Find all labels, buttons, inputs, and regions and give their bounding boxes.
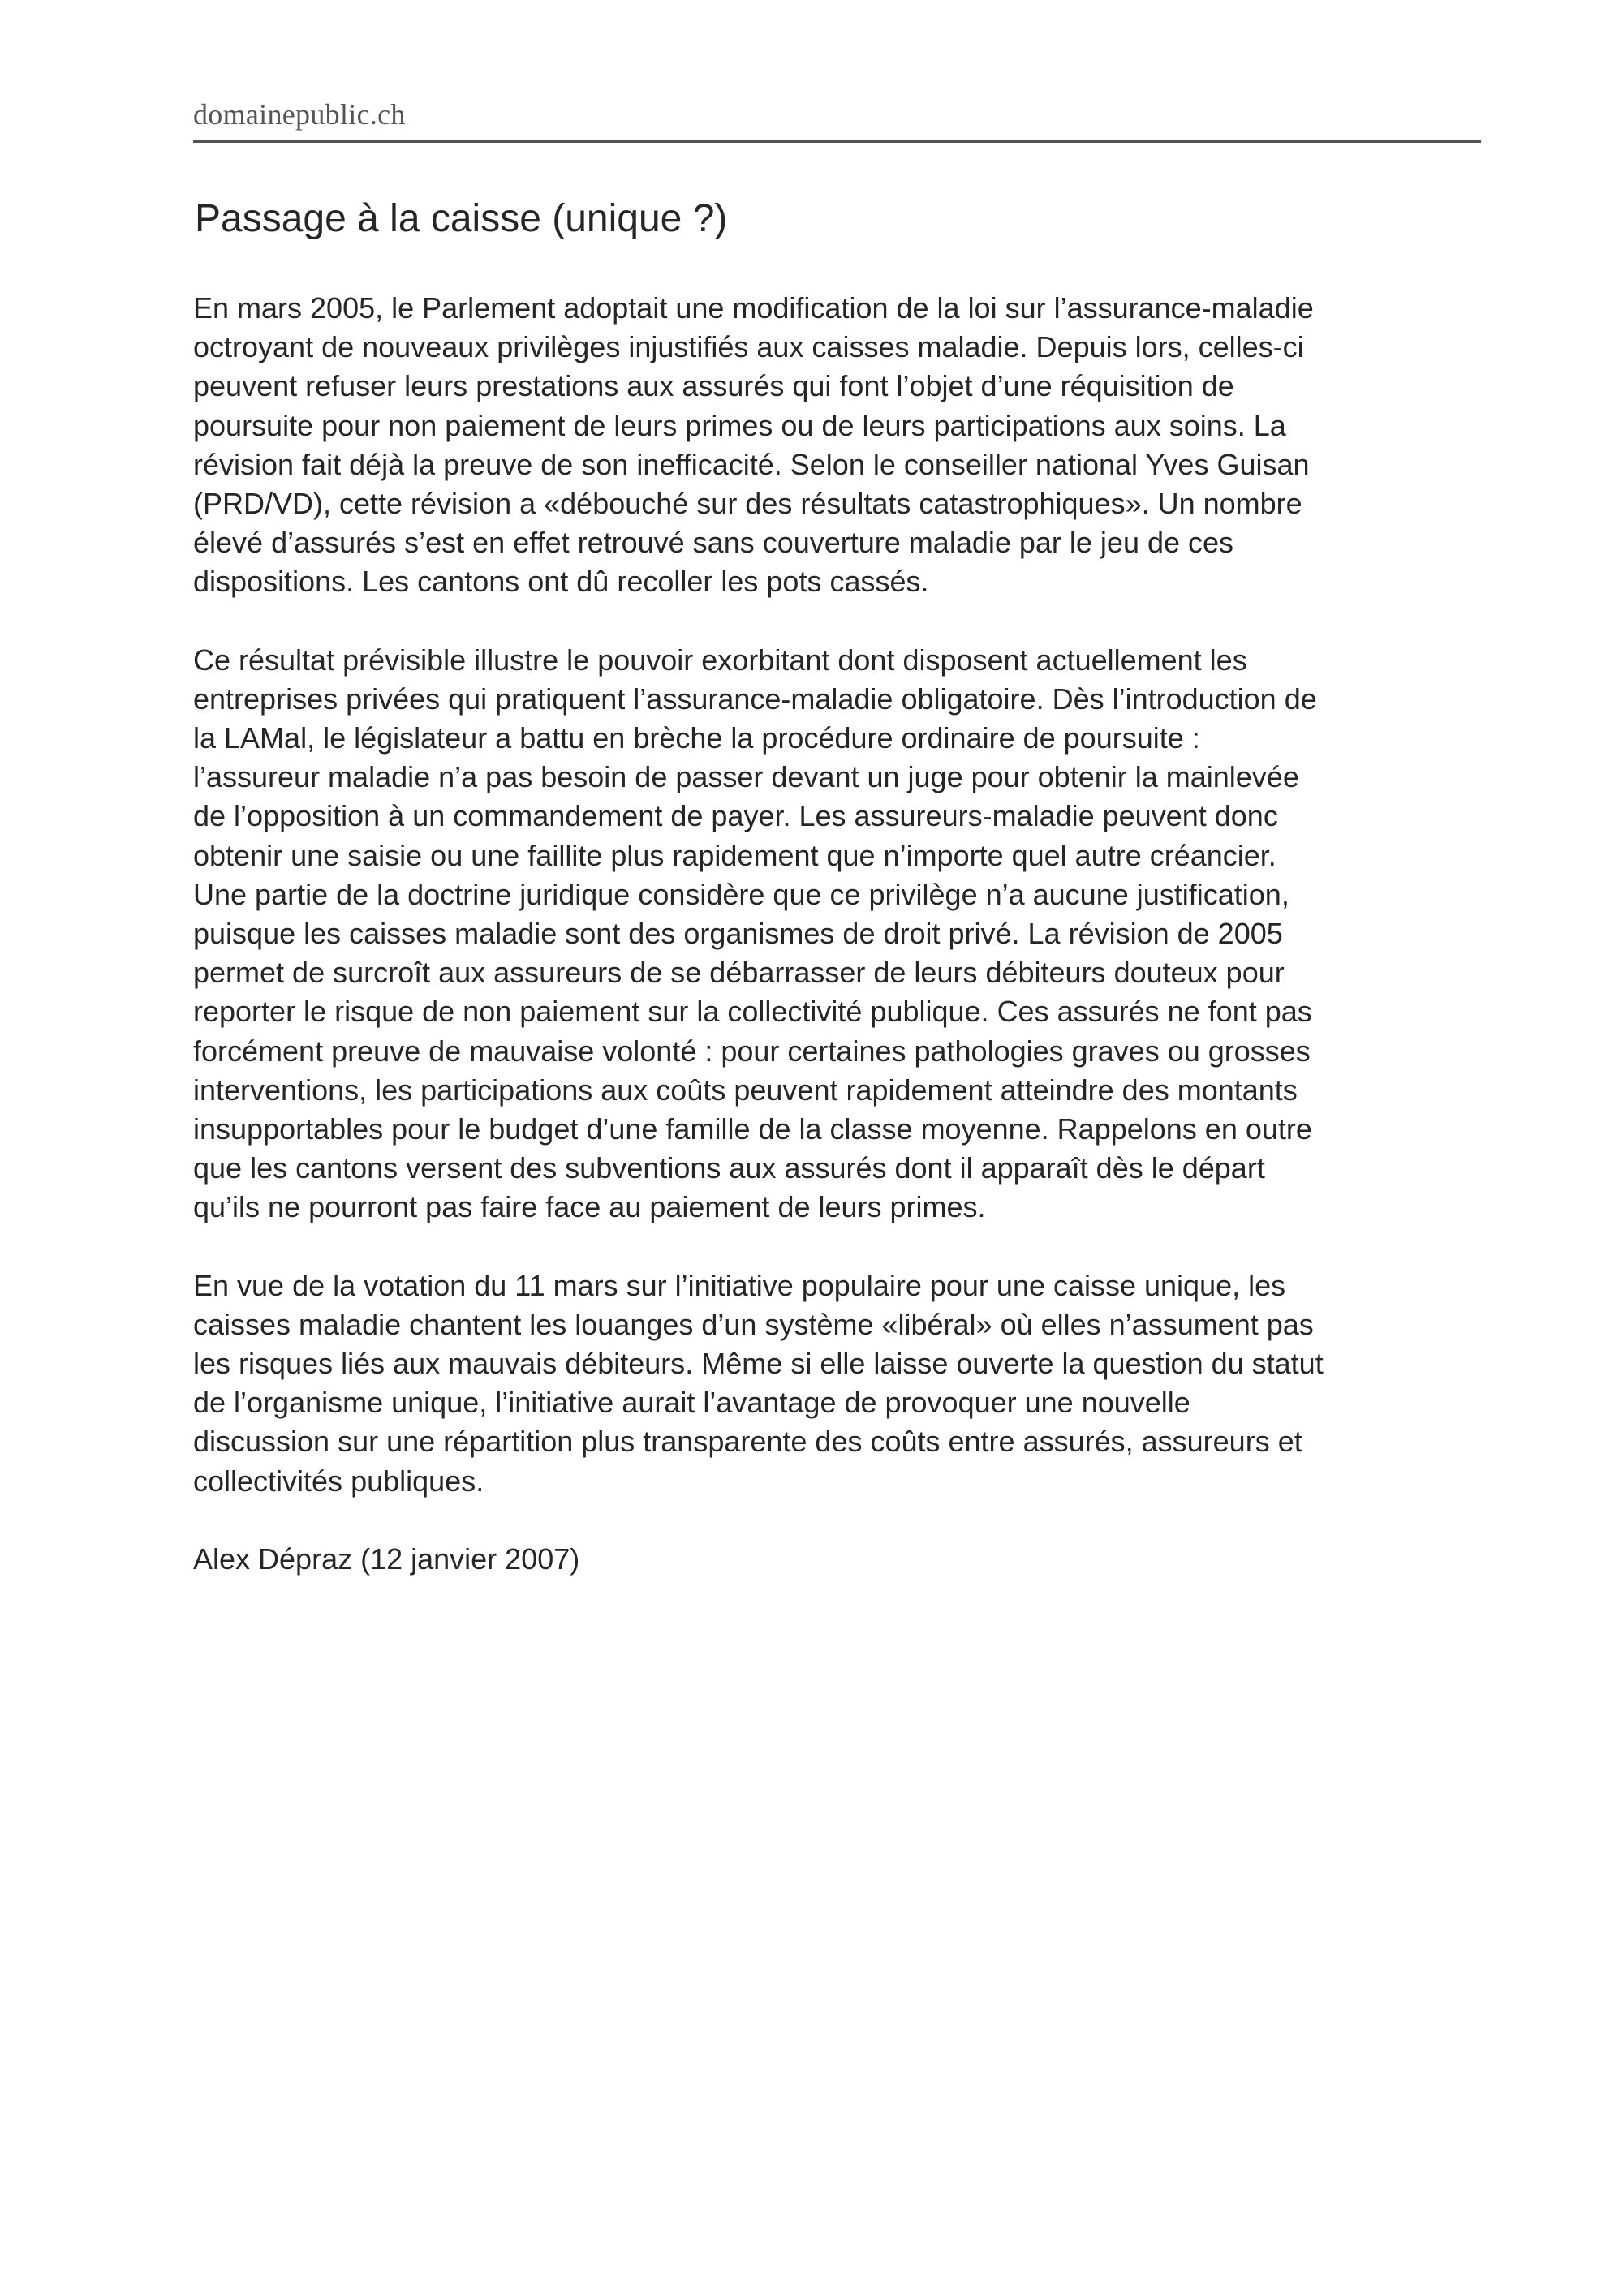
- text-line: obtenir une saisie ou une faillite plus rapidement que n’importe quel autre créancier.: [193, 838, 1276, 872]
- text-line: Ce résultat prévisible illustre le pouvoir exorbitant dont disposent actuellement les: [193, 643, 1247, 677]
- text-line: puisque les caisses maladie sont des organismes de droit privé. La révision de 2005: [193, 917, 1283, 950]
- text-line: permet de surcroît aux assureurs de se débarrasser de leurs débiteurs douteux pour: [193, 956, 1285, 990]
- text-line: forcément preuve de mauvaise volonté : pour certaines pathologies graves ou grosses: [193, 1034, 1311, 1068]
- text-line: interventions, les participations aux coûts peuvent rapidement atteindre des montants: [193, 1073, 1298, 1107]
- text-line: caisses maladie chantent les louanges d’un système «libéral» où elles n’assument pas: [193, 1307, 1314, 1341]
- article-paragraph-1: [193, 289, 1481, 602]
- text-line: Une partie de la doctrine juridique considère que ce privilège n’a aucune justification,: [193, 877, 1289, 911]
- article-paragraph-3: [193, 1266, 1481, 1501]
- text-line: élevé d’assurés s’est en effet retrouvé sans couverture maladie par le jeu de ces: [193, 526, 1234, 560]
- document-page: [193, 96, 1481, 1576]
- text-line: En mars 2005, le Parlement adoptait une modification de la loi sur l’assurance-maladie: [193, 291, 1314, 325]
- text-line: de l’organisme unique, l’initiative aurait l’avantage de provoquer une nouvelle: [193, 1386, 1190, 1420]
- text-line: révision fait déjà la preuve de son inefficacité. Selon le conseiller national Yves Guisan: [193, 447, 1310, 481]
- text-line: discussion sur une répartition plus transparente des coûts entre assurés, assureurs et: [193, 1425, 1302, 1459]
- text-line: insupportables pour le budget d’une famille de la classe moyenne. Rappelons en outre: [193, 1111, 1312, 1146]
- text-line: collectivités publiques.: [193, 1464, 484, 1498]
- article-signature: Alex Dépraz (12 janvier 2007): [193, 1542, 580, 1576]
- article-body: [193, 289, 1481, 1579]
- text-line: entreprises privées qui pratiquent l’assurance-maladie obligatoire. Dès l’introduction de: [193, 681, 1317, 716]
- text-line: la LAMal, le législateur a battu en brèche la procédure ordinaire de poursuite :: [193, 721, 1200, 755]
- article-title: Passage à la caisse (unique ?): [195, 197, 728, 240]
- text-line: poursuite pour non paiement de leurs primes ou de leurs participations aux soins. La: [193, 408, 1286, 442]
- text-line: peuvent refuser leurs prestations aux assurés qui font l’objet d’une réquisition de: [193, 369, 1234, 403]
- text-line: (PRD/VD), cette révision a «débouché sur des résultats catastrophiques». Un nombre: [193, 486, 1302, 520]
- page-header: [193, 96, 1481, 143]
- site-name: domainepublic.ch: [193, 98, 406, 131]
- text-line: En vue de la votation du 11 mars sur l’initiative populaire pour une caisse unique, les: [193, 1268, 1286, 1302]
- text-line: de l’opposition à un commandement de payer. Les assureurs-maladie peuvent donc: [193, 799, 1278, 833]
- text-line: reporter le risque de non paiement sur la collectivité publique. Ces assurés ne font pas: [193, 995, 1312, 1029]
- text-line: les risques liés aux mauvais débiteurs. Même si elle laisse ouverte la question du statut: [193, 1347, 1324, 1381]
- article-paragraph-2: [193, 641, 1481, 1228]
- text-line: qu’ils ne pourront pas faire face au paiement de leurs primes.: [193, 1190, 986, 1224]
- text-line: octroyant de nouveaux privilèges injustifiés aux caisses maladie. Depuis lors, celles-ci: [193, 330, 1304, 364]
- text-line: l’assureur maladie n’a pas besoin de passer devant un juge pour obtenir la mainlevée: [193, 760, 1299, 794]
- text-line: dispositions. Les cantons ont dû recoller les pots cassés.: [193, 565, 929, 599]
- text-line: que les cantons versent des subventions aux assurés dont il apparaît dès le départ: [193, 1151, 1265, 1185]
